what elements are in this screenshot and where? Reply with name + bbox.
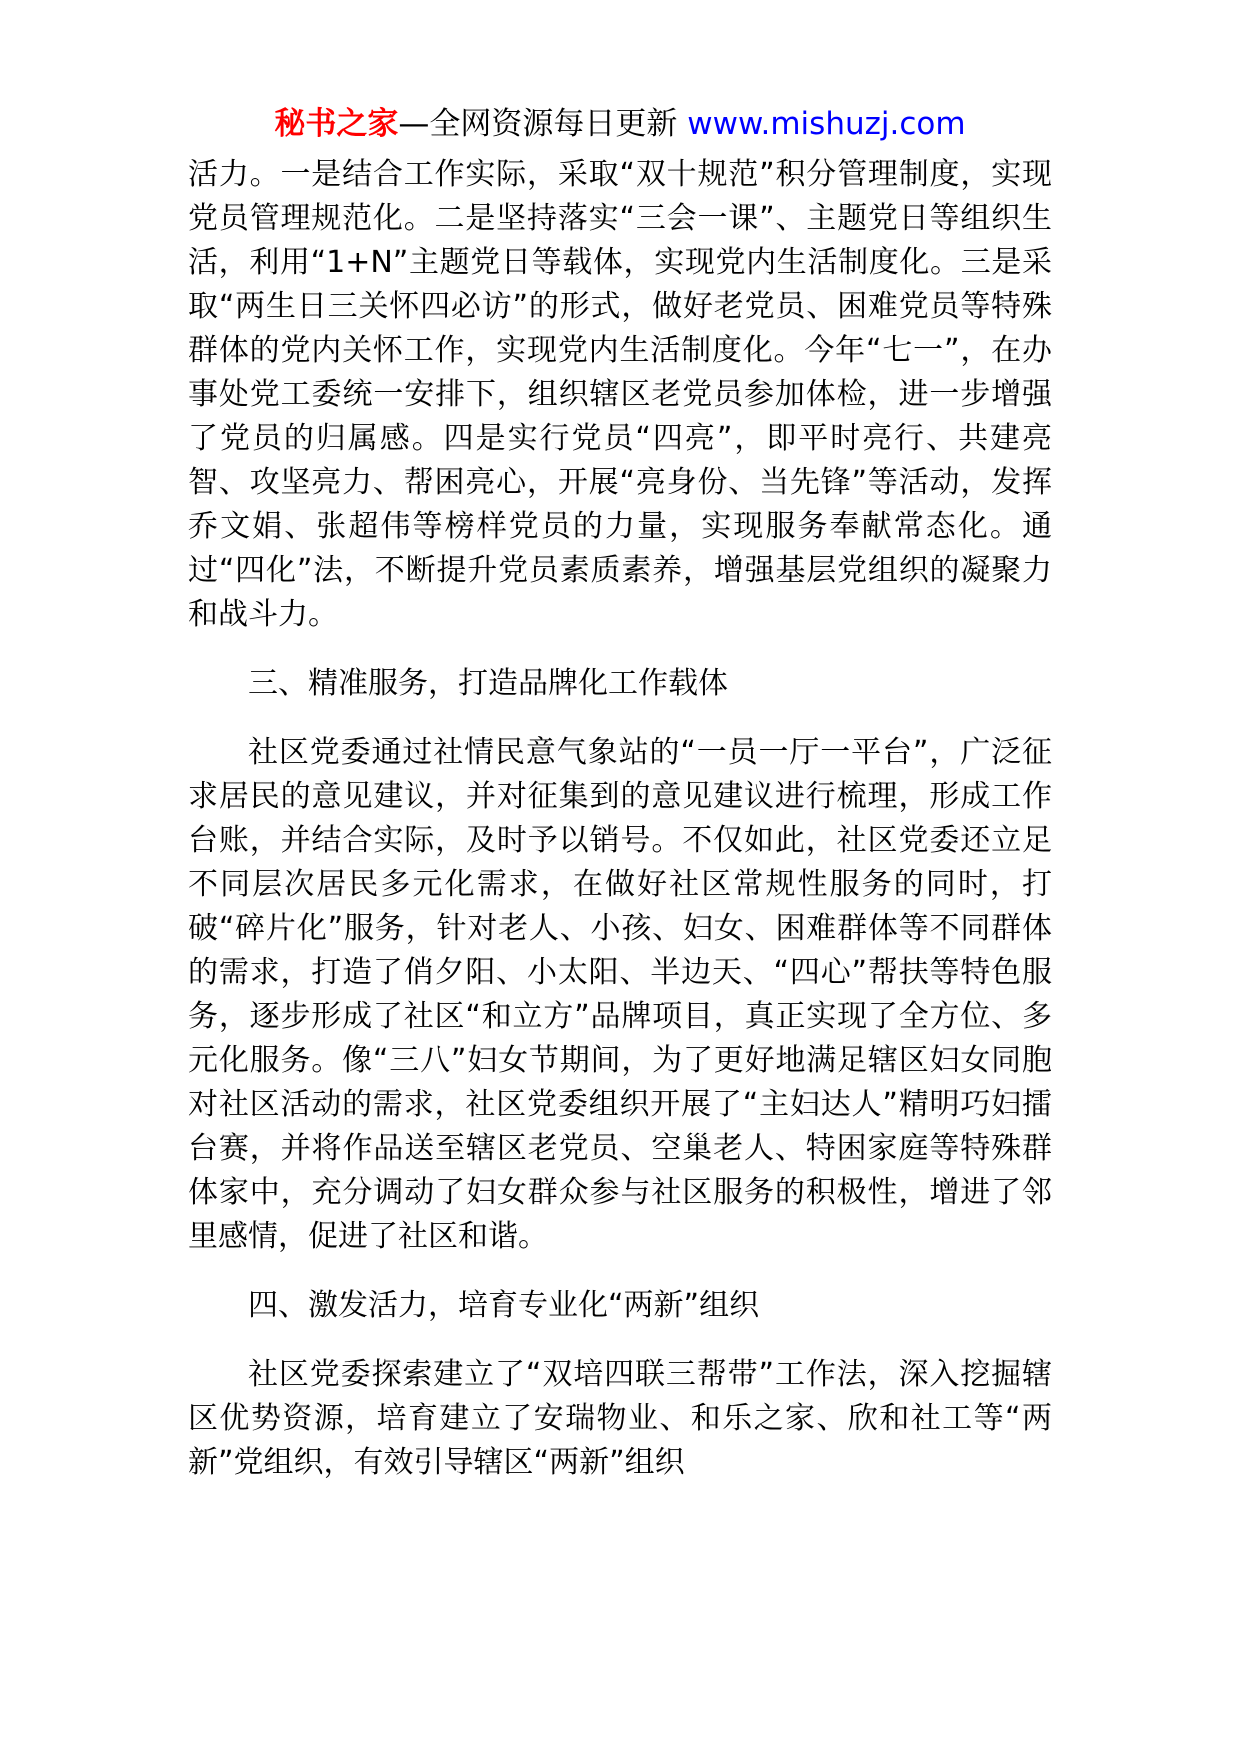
section-heading: 四、激发活力，培育专业化“两新”组织: [248, 1288, 760, 1323]
header-tagline: —全网资源每日更新: [398, 106, 688, 142]
brand-name: 秘书之家: [274, 106, 399, 142]
body-paragraph: 社区党委通过社情民意气象站的“一员一厅一平台”，广泛征求居民的意见建议，并对征集到的意见建议进行梳理，形成工作台账，并结合实际，及时予以销号。不仅如此，社区党委还立足不同层次居民多元化需求，在做好社区常规性服务的同时，打破“碎片化”服务，针对老人、小孩、妇女、困难群体等不同群体的需求，打造了俏夕阳、小太阳、半边天、“四心”帮扶等特色服务，逐步形成了社区“和立方”品牌项目，真正实现了全方位、多元化服务。像“三八”妇女节期间，为了更好地满足辖区妇女同胞对社区活动的需求，社区党委组织开展了“主妇达人”精明巧妇擂台赛，并将作品送至辖区老党员、空巢老人、特困家庭等特殊群体家中，充分调动了妇女群众参与社区服务的积极性，增进了邻里感情，促进了社区和谐。: [188, 735, 1052, 1254]
body-paragraph: 活力。一是结合工作实际，采取“双十规范”积分管理制度，实现党员管理规范化。二是坚持落实“三会一课”、主题党日等组织生活，利用“1+N”主题党日等载体，实现党内生活制度化。三是采取“两生日三关怀四必访”的形式，做好老党员、困难党员等特殊群体的党内关怀工作，实现党内生活制度化。今年“七一”，在办事处党工委统一安排下，组织辖区老党员参加体检，进一步增强了党员的归属感。四是实行党员“四亮”，即平时亮行、共建亮智、攻坚亮力、帮困亮心，开展“亮身份、当先锋”等活动，发挥乔文娟、张超伟等榜样党员的力量，实现服务奉献常态化。通过“四化”法，不断提升党员素质素养，增强基层党组织的凝聚力和战斗力。: [188, 157, 1052, 632]
document-body: [188, 153, 1052, 1485]
page-header: [0, 104, 1240, 144]
website-link[interactable]: www.mishuzj.com: [687, 106, 966, 142]
body-paragraph: 社区党委探索建立了“双培四联三帮带”工作法，深入挖掘辖区优势资源，培育建立了安瑞物业、和乐之家、欣和社工等“两新”党组织，有效引导辖区“两新”组织: [188, 1357, 1052, 1480]
section-heading: 三、精准服务，打造品牌化工作载体: [248, 666, 728, 701]
